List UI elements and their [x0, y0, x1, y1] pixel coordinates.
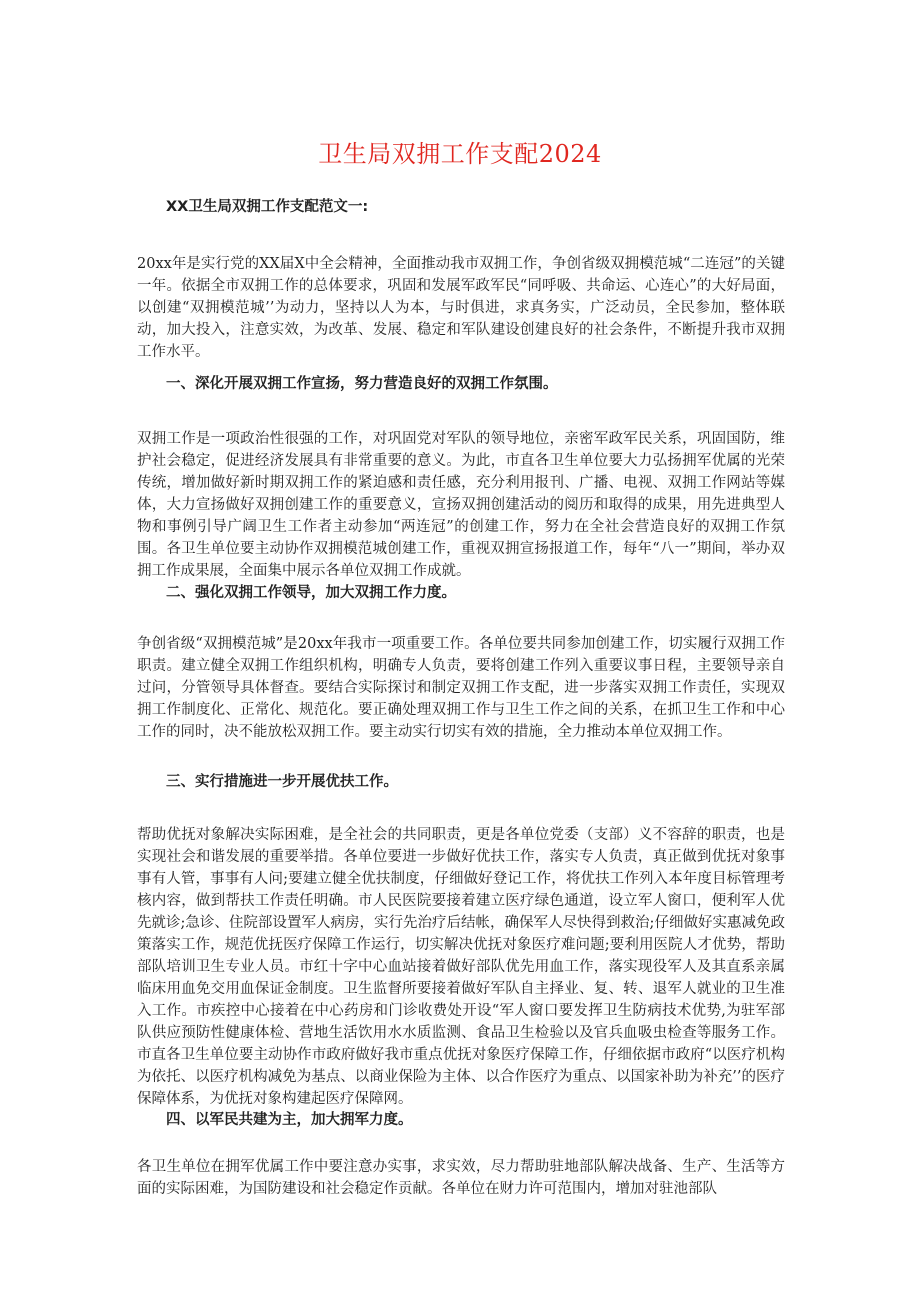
section-heading-1: 一、深化开展双拥工作宣扬，努力营造良好的双拥工作氛围。 [166, 376, 558, 392]
section-body-2: 争创省级“双拥模范城”是20xx年我市一项重要工作。各单位要共同参加创建工作，切实履行双拥工作职责。建立健全双拥工作组织机构，明确专人负责，要将创建工作列入重要议事日程，主要领导亲自过问，分管领导具体督查。要结合实际探讨和制定双拥工作支配，进一步落实双拥工作责任，实现双拥工作制度化、正常化、规范化。要正确处理双拥工作与卫生工作之间的关系，在抓卫生工作和中心工作的同时，决不能放松双拥工作。要主动实行切实有效的措施，全力推动本单位双拥工作。 [137, 636, 785, 740]
intro-paragraph: 20xx年是实行党的XX届X中全会精神，全面推动我市双拥工作，争创省级双拥模范城“二连冠”的关键一年。依据全市双拥工作的总体要求，巩固和发展军政军民“同呼吸、共命运、心连心”的大好局面，以创建“双拥模范城’’为动力，坚持以人为本，与时俱进，求真务实，广泛动员，全民参加，整体联动，加大投入，注意实效，为改革、发展、稳定和军队建设创建良好的社会条件，不断提升我市双拥工作水平。 [137, 256, 785, 360]
document-subtitle: XX卫生局双拥工作支配范文一: [166, 199, 369, 215]
document-title: 卫生局双拥工作支配2024 [318, 140, 602, 168]
section-heading-2: 二、强化双拥工作领导，加大双拥工作力度。 [166, 585, 456, 601]
section-body-3: 帮助优抚对象解决实际困难，是全社会的共同职责，更是各单位党委（支部）义不容辞的职责，也是实现社会和谐发展的重要举措。各单位要进一步做好优扶工作，落实专人负责，真正做到优抚对象事事有人管，事事有人问;要建立健全优扶制度，仔细做好登记工作，将优扶工作列入本年度目标管理考核内容，做到帮扶工作责任明确。市人民医院要接着建立医疗绿色通道，设立军人窗口，便利军人优先就诊;急诊、住院部设置军人病房，实行先治疗后结帐，确保军人尽快得到救治;仔细做好实惠减免政策落实工作，规范优抚医疗保障工作运行，切实解决优抚对象医疗难问题;要利用医院人才优势，帮助部队培训卫生专业人员。市红十字中心血站接着做好部队优先用血工作，落实现役军人及其直系亲属临床用血免交用血保证金制度。卫生监督所要接着做好军队自主择业、复、转、退军人就业的卫生准入工作。市疾控中心接着在中心药房和门诊收费处开设“军人窗口要发挥卫生防病技术优势,为驻军部队供应预防性健康体检、营地生活饮用水水质监测、食品卫生检验以及官兵血吸虫检查等服务工作。市直各卫生单位要主动协作市政府做好我市重点优抚对象医疗保障工作，仔细依据市政府“以医疗机构为依托、以医疗机构减免为基点、以商业保险为主体、以合作医疗为重点、以国家补助为补充’’的医疗保障体系，为优抚对象构建起医疗保障网。 [137, 827, 785, 1107]
section-body-1: 双拥工作是一项政治性很强的工作，对巩固党对军队的领导地位，亲密军政军民关系，巩固国防，维护社会稳定，促进经济发展具有非常重要的意义。为此，市直各卫生单位要大力弘扬拥军优属的光荣传统，增加做好新时期双拥工作的紧迫感和责任感，充分利用报刊、广播、电视、双拥工作网站等媒体，大力宣扬做好双拥创建工作的重要意义，宣扬双拥创建活动的阅历和取得的成果，用先进典型人物和事例引导广阔卫生工作者主动参加“两连冠”的创建工作，努力在全社会营造良好的双拥工作氛围。各卫生单位要主动协作双拥模范城创建工作，重视双拥宣扬报道工作，每年“八一”期间，举办双拥工作成果展，全面集中展示各单位双拥工作成就。 [137, 431, 785, 579]
section-heading-3: 三、实行措施进一步开展优扶工作。 [166, 774, 398, 790]
section-body-4: 各卫生单位在拥军优属工作中要注意办实事，求实效，尽力帮助驻地部队解决战备、生产、生活等方面的实际困难，为国防建设和社会稳定作贡献。各单位在财力许可范围内，增加对驻池部队 [137, 1159, 785, 1197]
section-heading-4: 四、以军民共建为主，加大拥军力度。 [166, 1112, 413, 1128]
